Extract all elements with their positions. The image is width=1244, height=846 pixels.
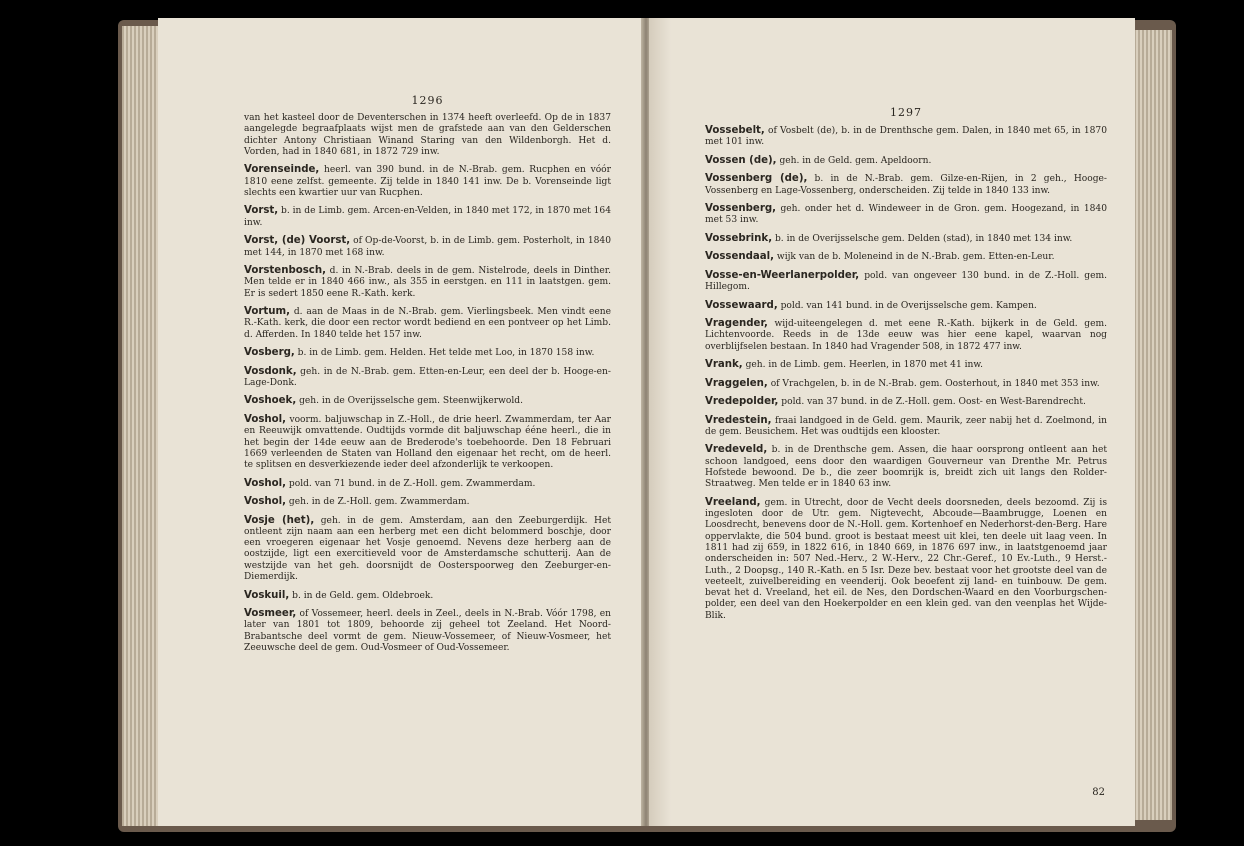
entry-text: geh. in de Geld. gem. Apeldoorn.	[776, 155, 932, 166]
dictionary-entry	[705, 444, 1107, 490]
entry-text: wijd-uiteengelegen d. met eene R.-Kath. bijkerk in de Geld. gem. Lichtenvoorde. Reeds in de 13de eeuw was hier eene kapel, waarvan nog overblijfselen bestaan. In 1840 had Vragender 508, in 1872 477 inw.	[705, 319, 1107, 352]
entry-headword: Vortum,	[244, 306, 290, 318]
dictionary-entry	[244, 515, 611, 584]
entry-headword: Vredeveld,	[705, 444, 768, 456]
entry-text: b. in de N.-Brab. gem. Gilze-en-Rijen, in 2 geh., Hooge-Vossenberg en Lage-Vossenberg, onderscheiden. Zij telde in 1840 133 inw.	[705, 174, 1107, 196]
entry-text: fraai landgoed in de Geld. gem. Maurik, zeer nabij het d. Zoelmond, in de gem. Beusichem. Het was oudtijds een klooster.	[705, 415, 1107, 437]
entry-headword: Vredestein,	[705, 414, 772, 426]
entry-headword: Voskuil,	[244, 589, 290, 601]
entry-headword: Vorstenbosch,	[244, 265, 326, 277]
dictionary-entry	[244, 306, 611, 341]
dictionary-entry	[705, 415, 1107, 439]
entry-headword: Vossenberg (de),	[705, 173, 808, 185]
dictionary-entry	[244, 590, 611, 602]
dictionary-entry	[244, 113, 611, 158]
entry-text: pold. van ongeveer 130 bund. in de Z.-Holl. gem. Hillegom.	[705, 270, 1107, 293]
dictionary-entry	[705, 270, 1107, 294]
entry-headword: Vorst, (de) Voorst,	[244, 235, 351, 247]
entry-text: of Op-de-Voorst, b. in de Limb. gem. Posterholt, in 1840 met 144, in 1870 met 168 inw.	[244, 236, 611, 258]
entry-headword: Voshol,	[244, 413, 287, 425]
dictionary-entry	[244, 608, 611, 654]
entry-text: geh. in de Z.-Holl. gem. Zwammerdam.	[286, 497, 470, 508]
entry-text: heerl. van 390 bund. in de N.-Brab. gem. Rucphen en vóór 1810 eene zelfst. gemeente. Zij telde in 1840 141 inw. De b. Vorenseinde ligt slechts een kwartier uur van Rucphen.	[244, 165, 611, 198]
entry-headword: Vossebrink,	[705, 232, 773, 244]
entry-text: b. in de Overijsselsche gem. Delden (stad), in 1840 met 134 inw.	[772, 233, 1073, 244]
entry-headword: Vossendaal,	[705, 251, 775, 263]
right-entries	[705, 125, 1107, 622]
dictionary-entry	[705, 378, 1107, 390]
entry-text: b. in de Limb. gem. Helden. Het telde met Loo, in 1870 158 inw.	[294, 348, 595, 359]
entry-headword: Vreeland,	[705, 496, 761, 508]
entry-text: b. in de Geld. gem. Oldebroek.	[289, 590, 434, 601]
entry-headword: Vorst,	[244, 205, 279, 217]
entry-headword: Vosberg,	[244, 347, 295, 359]
dictionary-entry	[244, 366, 611, 390]
entry-text: of Vrachgelen, b. in de N.-Brab. gem. Oosterhout, in 1840 met 353 inw.	[767, 378, 1100, 389]
entry-text: of Vossemeer, heerl. deels in Zeel., deels in N.-Brab. Vóór 1798, en later van 1801 tot 1809, behoorde zij geheel tot Zeeland. Het Noord-Brabantsche deel vormt de gem. Nieuw-Vossemeer, of Nieuw-Vosmeer, het Zeeuwsche deel de gem. Oud-Vosmeer of Oud-Vossemeer.	[244, 609, 611, 653]
entry-headword: Vossebelt,	[705, 125, 765, 136]
dictionary-entry	[705, 203, 1107, 227]
right-page	[649, 18, 1135, 826]
signature-mark: 82	[1092, 787, 1105, 798]
dictionary-entry	[244, 164, 611, 199]
entry-text: pold. van 37 bund. in de Z.-Holl. gem. Oost- en West-Barendrecht.	[778, 397, 1086, 408]
entry-text: pold. van 71 bund. in de Z.-Holl. gem. Zwammerdam.	[286, 478, 536, 489]
entry-headword: Voshoek,	[244, 395, 297, 407]
entry-headword: Vrank,	[705, 359, 743, 371]
entry-text: geh. onder het d. Windeweer in de Gron. gem. Hoogezand, in 1840 met 53 inw.	[705, 204, 1107, 226]
dictionary-entry	[705, 155, 1107, 167]
entry-headword: Voshol,	[244, 496, 287, 508]
page-edges-right	[1132, 30, 1172, 820]
dictionary-entry	[244, 478, 611, 490]
entry-text: geh. in de N.-Brab. gem. Etten-en-Leur, een deel der b. Hooge-en-Lage-Donk.	[244, 366, 611, 388]
dictionary-entry	[705, 497, 1107, 622]
entry-headword: Vosje (het),	[244, 514, 315, 526]
page-number-left: 1296	[411, 94, 444, 107]
dictionary-entry	[705, 125, 1107, 149]
dictionary-entry	[244, 395, 611, 407]
dictionary-entry	[244, 205, 611, 229]
entry-text: geh. in de Overijsselsche gem. Steenwijkerwold.	[296, 396, 523, 407]
dictionary-entry	[705, 396, 1107, 408]
page-number-right: 1297	[890, 106, 922, 119]
entry-text: geh. in de gem. Amsterdam, aan den Zeeburgerdijk. Het ontleent zijn naam aan een herberg met een dicht belommerd boschje, door een vroegeren eigenaar het Vosje genoemd. Nevens deze herberg aan de oostzijde, ligt een exercitieveld voor de Amsterdamsche schutterij. Aan de westzijde van het geh. doorsnijdt de Oosterspoorweg den Zeeburger-en-Diemerdijk.	[244, 515, 611, 583]
dictionary-entry	[705, 173, 1107, 197]
left-page	[158, 18, 645, 826]
dictionary-entry	[705, 300, 1107, 312]
entry-text: geh. in de Limb. gem. Heerlen, in 1870 met 41 inw.	[742, 360, 983, 371]
entry-text: d. in N.-Brab. deels in de gem. Nistelrode, deels in Dinther. Men telde er in 1840 466 inw., als 355 in eerstgen. en 111 in laatstgen. gem. Er is sedert 1850 eene R.-Kath. kerk.	[244, 266, 611, 299]
entry-headword: Vosmeer,	[244, 608, 297, 620]
dictionary-entry	[244, 265, 611, 300]
dictionary-entry	[244, 347, 611, 359]
entry-headword: Vosse-en-Weerlanerpolder,	[705, 269, 860, 281]
entry-text: b. in de Drenthsche gem. Assen, die haar oorsprong ontleent aan het schoon landgoed, eens door den waardigen Gouverneur van Drenthe Mr. Petrus Hofstede bewoond. De b., die zeer boomrijk is, breidt zich uit langs den Rolder-Straatweg. Men telde er in 1840 63 inw.	[705, 445, 1107, 490]
entry-text: d. aan de Maas in de N.-Brab. gem. Vierlingsbeek. Men vindt eene R.-Kath. kerk, die door een rector wordt bediend en een pontveer op het Limb. d. Afferden. In 1840 telde het 157 inw.	[244, 307, 611, 340]
dictionary-entry	[705, 359, 1107, 371]
dictionary-entry	[705, 251, 1107, 263]
page-edges-left	[122, 26, 162, 826]
entry-headword: Vossewaard,	[705, 299, 778, 311]
entry-text: of Vosbelt (de), b. in de Drenthsche gem. Dalen, in 1840 met 65, in 1870 met 101 inw.	[705, 126, 1107, 148]
entry-headword: Voshol,	[244, 477, 287, 489]
entry-headword: Vorenseinde,	[244, 164, 320, 176]
entry-headword: Vosdonk,	[244, 365, 297, 377]
entry-headword: Vredepolder,	[705, 396, 779, 408]
entry-text: wijk van de b. Moleneind in de N.-Brab. gem. Etten-en-Leur.	[774, 252, 1055, 263]
entry-headword: Vossen (de),	[705, 154, 777, 166]
entry-headword: Vragender,	[705, 318, 768, 330]
dictionary-entry	[244, 496, 611, 508]
entry-text: van het kasteel door de Deventerschen in 1374 heeft overleefd. Op de in 1837 aangelegde begraafplaats wijst men de grafstede aan van den Gelderschen dichter Antony Christiaan Winand Staring van den Wildenborgh. Het d. Vorden, had in 1840 681, in 1872 729 inw.	[244, 113, 611, 157]
dictionary-entry	[705, 233, 1107, 245]
entry-text: b. in de Limb. gem. Arcen-en-Velden, in 1840 met 172, in 1870 met 164 inw.	[244, 206, 611, 228]
entry-text: gem. in Utrecht, door de Vecht deels doorsneden, deels bezoomd. Zij is ingesloten door de Utr. gem. Nigtevecht, Abcoude—Baambrugge, Loenen en Loosdrecht, benevens door de N.-Holl. gem. Kortenhoef en Nederhorst-den-Berg. Hare oppervlakte, die 504 bund. groot is bestaat meest uit klei, ten deele uit laag veen. In 1811 had zij 659, in 1822 616, in 1840 669, in 1876 697 inw., in laatstgenoemd jaar onderscheiden in: 507 Ned.-Herv., 2 W.-Herv., 22 Chr.-Geref., 10 Ev.-Luth., 9 Herst.-Luth., 2 Doopsg., 140 R.-Kath. en 5 Isr. Deze bev. bestaat voor het grootste deel van de veeteelt, zuivelbereiding en veenderij. Ook beoefent zij land- en tuinbouw. De gem. bevat het d. Vreeland, het eil. de Nes, den Dordschen-Waard en den Voorburgschen-polder, een deel van den Hoekerpolder en een klein ged. van den veenplas het Wijde-Blik.	[705, 497, 1107, 621]
left-entries	[244, 113, 611, 654]
dictionary-entry	[705, 318, 1107, 353]
entry-text: pold. van 141 bund. in de Overijsselsche gem. Kampen.	[777, 300, 1037, 311]
entry-headword: Vossenberg,	[705, 203, 777, 215]
entry-headword: Vraggelen,	[705, 377, 768, 389]
entry-text: voorm. baljuwschap in Z.-Holl., de drie heerl. Zwammerdam, ter Aar en Reeuwijk omvattende. Oudtijds vormde dit baljuwschap ééne heerl., die in het begin der 14de eeuw aan de Brederode's toebehoorde. Den 18 Februari 1669 verleenden de Staten van Holland den eigenaar het recht, om de heerl. te splitsen en desverkiezende ieder deel afzonderlijk te verkoopen.	[244, 414, 611, 471]
dictionary-entry	[244, 235, 611, 259]
dictionary-entry	[244, 414, 611, 471]
